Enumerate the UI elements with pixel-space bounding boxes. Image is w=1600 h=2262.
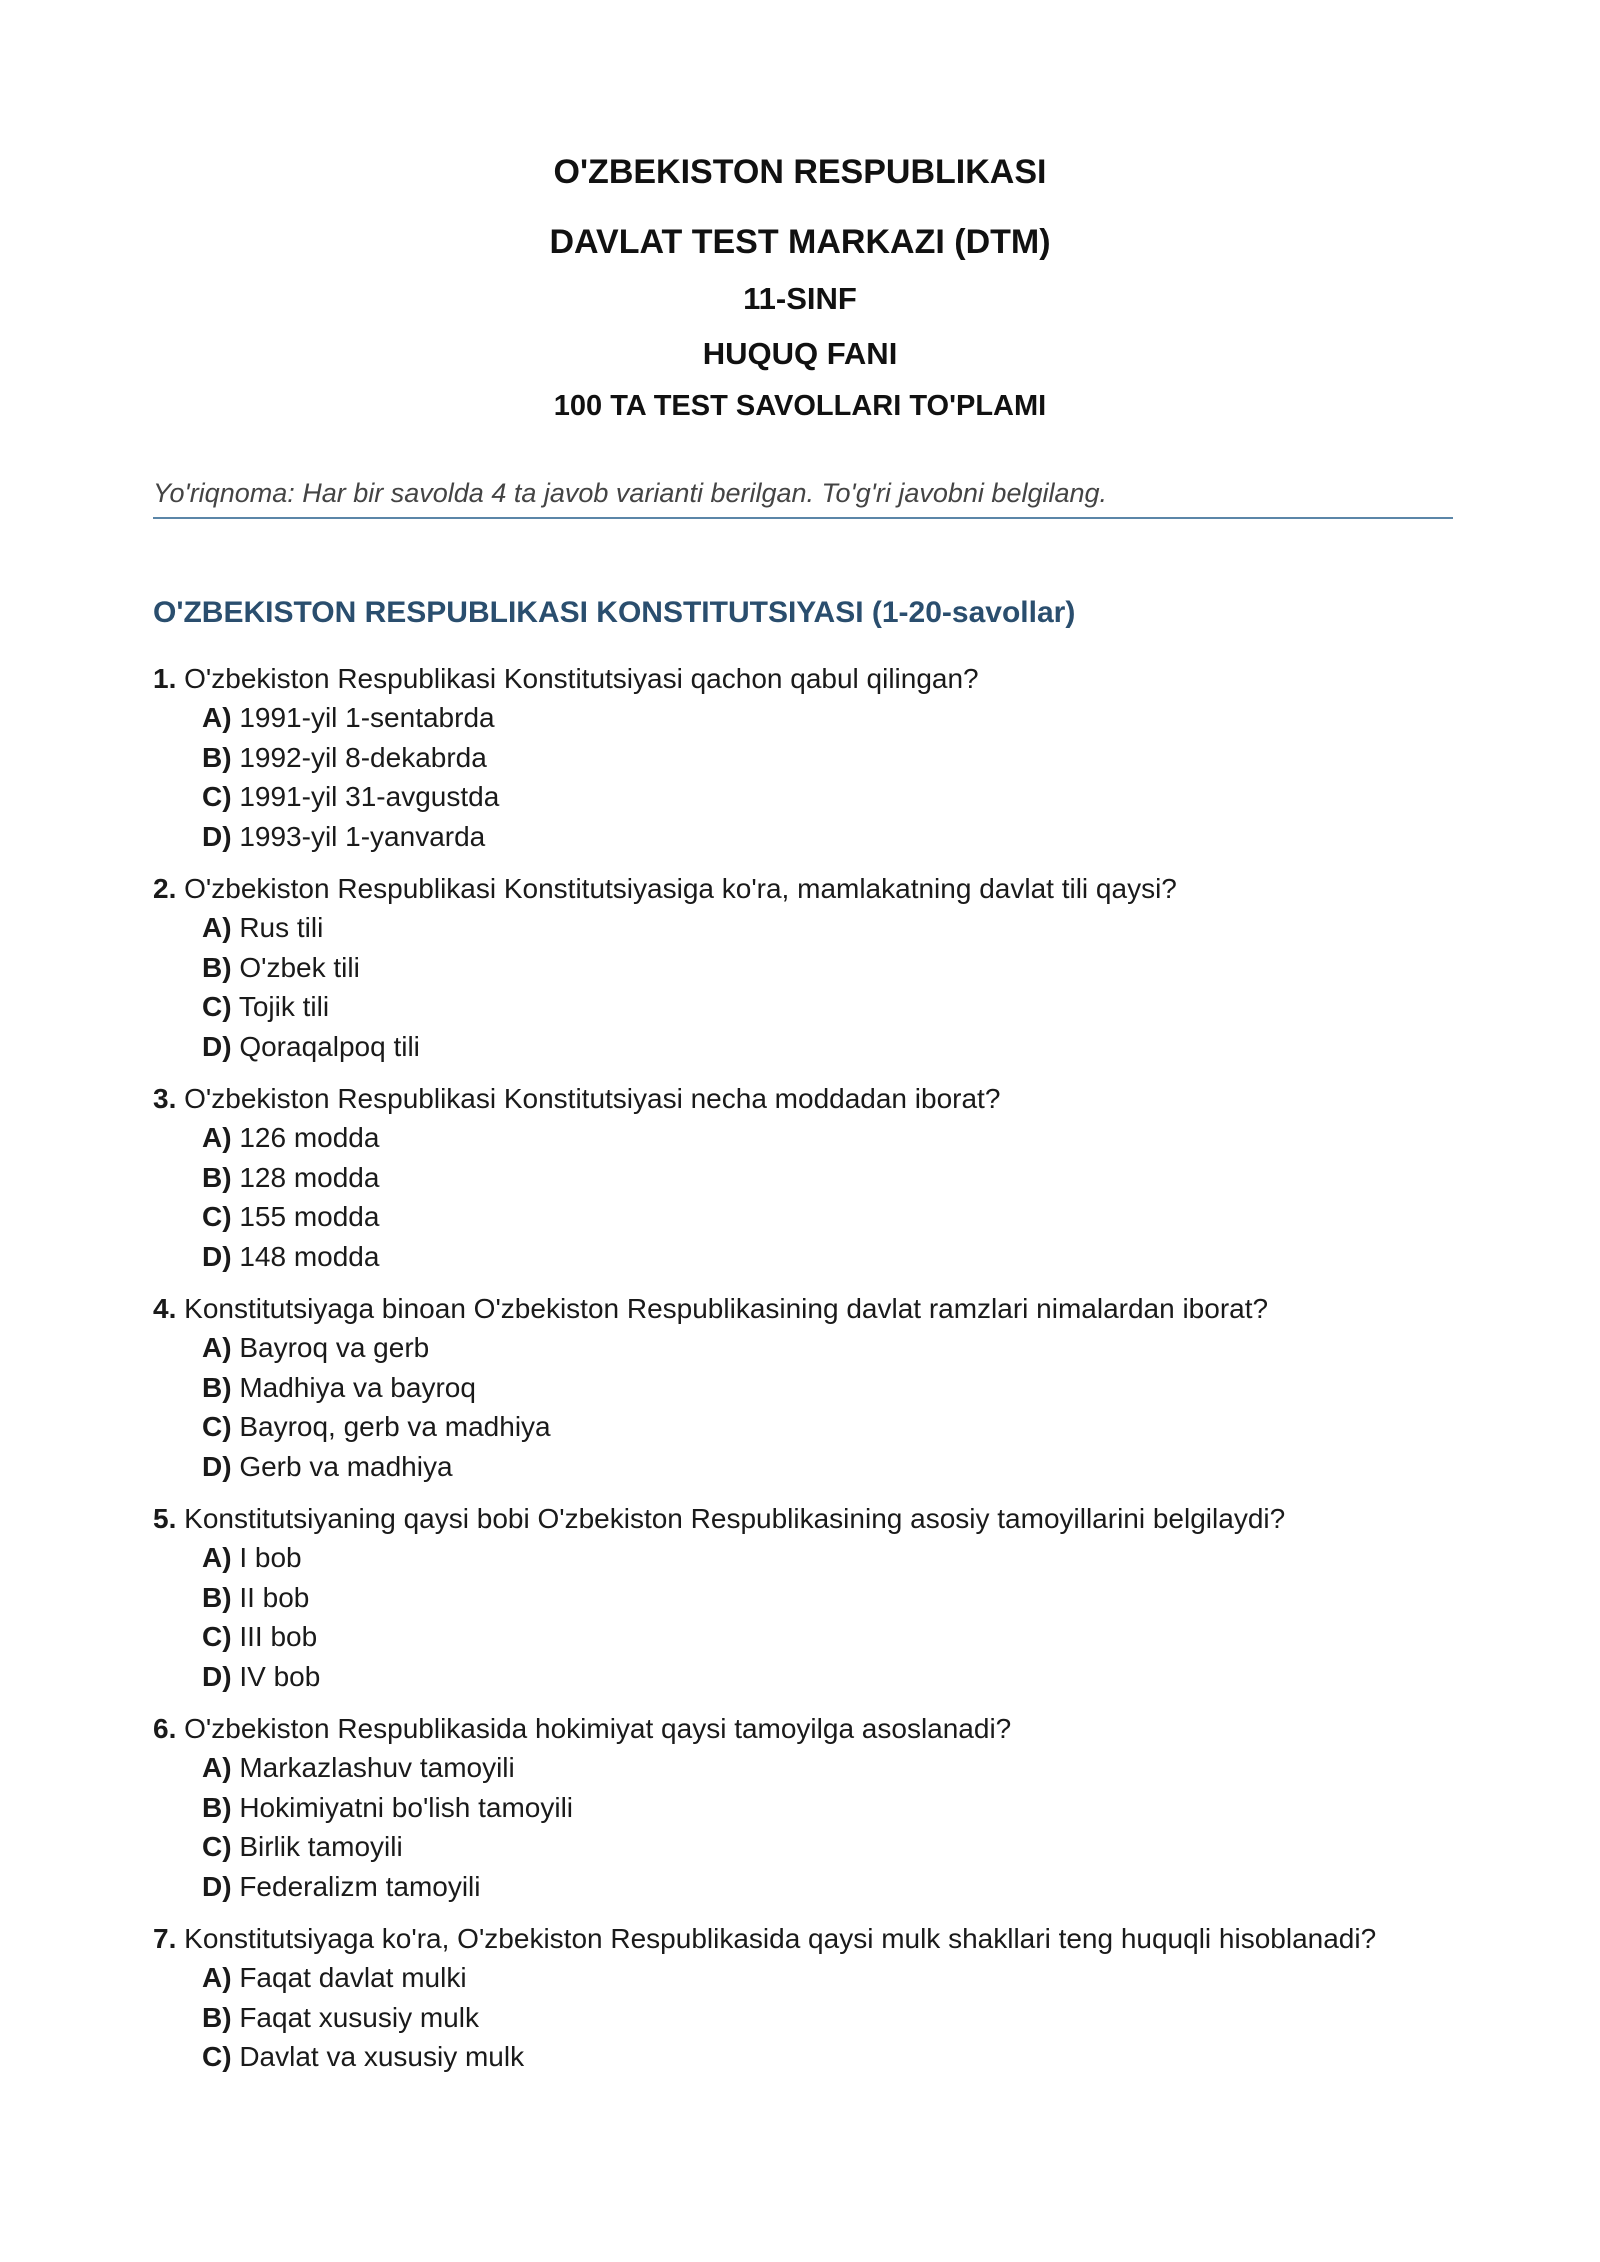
option-text: 1991-yil 31-avgustda	[239, 781, 500, 812]
option-text: O'zbek tili	[239, 951, 360, 983]
header-collection-title: 100 TA TEST SAVOLLARI TO'PLAMI	[553, 390, 1047, 422]
header-grade: 11-SINF	[743, 281, 857, 316]
answer-option[interactable]	[202, 1237, 1473, 1277]
question-text-line	[153, 1290, 1473, 1328]
question-text-line	[153, 870, 1473, 908]
answer-option[interactable]	[202, 908, 1473, 948]
option-letter: B)	[202, 2001, 232, 2033]
option-text: IV bob	[239, 1660, 321, 1692]
answer-option[interactable]	[202, 1657, 1473, 1697]
answer-option[interactable]	[202, 1158, 1473, 1198]
option-text: Bayroq, gerb va madhiya	[239, 1411, 551, 1442]
answer-option[interactable]	[202, 1998, 1473, 2038]
option-text: 126 modda	[239, 1122, 380, 1153]
option-list	[153, 1118, 1473, 1276]
question-text: O'zbekiston Respublikasi Konstitutsiyasiga ko'ra, mamlakatning davlat tili qaysi?	[184, 873, 1177, 904]
option-letter: D)	[202, 1030, 232, 1062]
header-organization: DAVLAT TEST MARKAZI (DTM)	[549, 223, 1051, 261]
option-letter: A)	[202, 1752, 232, 1783]
option-text: II bob	[239, 1581, 310, 1613]
option-text: Madhiya va bayroq	[239, 1371, 476, 1403]
option-letter: B)	[202, 1791, 232, 1823]
question-text: Konstitutsiyaga binoan O'zbekiston Respublikasining davlat ramzlari nimalardan iborat?	[184, 1293, 1269, 1324]
option-text: Bayroq va gerb	[239, 1332, 430, 1363]
answer-option[interactable]	[202, 1958, 1473, 1998]
option-text: Rus tili	[239, 912, 324, 943]
option-letter: C)	[202, 1411, 232, 1442]
answer-option[interactable]	[202, 1578, 1473, 1618]
option-text: 155 modda	[239, 1201, 380, 1232]
answer-option[interactable]	[202, 1027, 1473, 1067]
option-letter: A)	[202, 1542, 232, 1573]
question-item	[153, 1710, 1473, 1906]
answer-option[interactable]	[202, 1788, 1473, 1828]
answer-option[interactable]	[202, 698, 1473, 738]
option-text: 1991-yil 1-sentabrda	[239, 702, 495, 733]
option-letter: C)	[202, 781, 232, 812]
answer-option[interactable]	[202, 1538, 1473, 1578]
option-letter: A)	[202, 702, 232, 733]
answer-option[interactable]	[202, 2037, 1473, 2077]
question-text: Konstitutsiyaga ko'ra, O'zbekiston Respublikasida qaysi mulk shakllari teng huquqli hisoblanadi?	[184, 1923, 1377, 1954]
option-letter: B)	[202, 1371, 232, 1403]
answer-option[interactable]	[202, 1827, 1473, 1867]
question-text-line	[153, 1500, 1473, 1538]
option-letter: C)	[202, 1831, 232, 1862]
answer-option[interactable]	[202, 777, 1473, 817]
option-letter: B)	[202, 741, 232, 773]
option-letter: C)	[202, 1201, 232, 1232]
question-list	[153, 660, 1473, 2091]
question-number: 4.	[153, 1293, 177, 1324]
option-letter: A)	[202, 1332, 232, 1363]
section-title: O'ZBEKISTON RESPUBLIKASI KONSTITUTSIYASI (1-20-savollar)	[153, 596, 1076, 629]
option-text: Hokimiyatni bo'lish tamoyili	[239, 1791, 574, 1823]
question-text: O'zbekiston Respublikasi Konstitutsiyasi qachon qabul qilingan?	[184, 663, 979, 694]
option-text: Federalizm tamoyili	[239, 1870, 481, 1902]
option-text: 128 modda	[239, 1161, 380, 1193]
option-letter: D)	[202, 1240, 232, 1272]
option-letter: B)	[202, 1161, 232, 1193]
question-item	[153, 1500, 1473, 1696]
option-list	[153, 1538, 1473, 1696]
question-item	[153, 1290, 1473, 1486]
instruction-note: Yo'riqnoma: Har bir savolda 4 ta javob varianti berilgan. To'g'ri javobni belgilang.	[153, 478, 1453, 519]
question-text-line	[153, 1710, 1473, 1748]
answer-option[interactable]	[202, 1368, 1473, 1408]
question-number: 1.	[153, 663, 177, 694]
option-text: Gerb va madhiya	[239, 1450, 453, 1482]
option-text: Faqat davlat mulki	[239, 1962, 467, 1993]
question-item	[153, 870, 1473, 1066]
option-letter: C)	[202, 2041, 232, 2072]
option-letter: D)	[202, 1870, 232, 1902]
header-country: O'ZBEKISTON RESPUBLIKASI	[553, 153, 1047, 191]
option-letter: B)	[202, 951, 232, 983]
option-text: Faqat xususiy mulk	[239, 2001, 479, 2033]
answer-option[interactable]	[202, 1447, 1473, 1487]
question-item	[153, 1080, 1473, 1276]
option-letter: C)	[202, 1621, 232, 1652]
question-text-line	[153, 1920, 1473, 1958]
question-text: Konstitutsiyaning qaysi bobi O'zbekiston Respublikasining asosiy tamoyillarini belgilaydi?	[184, 1503, 1286, 1534]
option-text: Davlat va xususiy mulk	[239, 2041, 525, 2072]
answer-option[interactable]	[202, 1197, 1473, 1237]
option-list	[153, 908, 1473, 1066]
option-letter: B)	[202, 1581, 232, 1613]
question-number: 5.	[153, 1503, 177, 1534]
option-text: Markazlashuv tamoyili	[239, 1752, 515, 1783]
answer-option[interactable]	[202, 948, 1473, 988]
option-text: Tojik tili	[238, 991, 330, 1022]
option-list	[153, 1958, 1473, 2077]
option-text: III bob	[239, 1621, 318, 1652]
option-text: 1992-yil 8-dekabrda	[239, 741, 487, 773]
option-list	[153, 1748, 1473, 1906]
answer-option[interactable]	[202, 1118, 1473, 1158]
question-text-line	[153, 1080, 1473, 1118]
question-number: 6.	[153, 1713, 177, 1744]
option-letter: C)	[202, 991, 232, 1022]
option-letter: D)	[202, 820, 232, 852]
answer-option[interactable]	[202, 1617, 1473, 1657]
answer-option[interactable]	[202, 738, 1473, 778]
question-number: 2.	[153, 873, 177, 904]
option-list	[153, 1328, 1473, 1486]
option-letter: D)	[202, 1660, 232, 1692]
header-subject: HUQUQ FANI	[702, 336, 898, 371]
option-text: I bob	[239, 1542, 302, 1573]
question-item	[153, 660, 1473, 856]
option-text: 148 modda	[239, 1240, 380, 1272]
answer-option[interactable]	[202, 1867, 1473, 1907]
answer-option[interactable]	[202, 817, 1473, 857]
option-letter: A)	[202, 1122, 232, 1153]
answer-option[interactable]	[202, 1748, 1473, 1788]
question-text: O'zbekiston Respublikasi Konstitutsiyasi necha moddadan iborat?	[184, 1083, 1001, 1114]
question-text-line	[153, 660, 1473, 698]
question-number: 3.	[153, 1083, 177, 1114]
option-letter: A)	[202, 912, 232, 943]
option-letter: A)	[202, 1962, 232, 1993]
option-text: Birlik tamoyili	[239, 1831, 403, 1862]
question-number: 7.	[153, 1923, 177, 1954]
question-item	[153, 1920, 1473, 2077]
option-list	[153, 698, 1473, 856]
answer-option[interactable]	[202, 1328, 1473, 1368]
option-text: Qoraqalpoq tili	[239, 1030, 420, 1062]
question-text: O'zbekiston Respublikasida hokimiyat qaysi tamoyilga asoslanadi?	[184, 1713, 1012, 1744]
answer-option[interactable]	[202, 1407, 1473, 1447]
option-text: 1993-yil 1-yanvarda	[239, 820, 486, 852]
answer-option[interactable]	[202, 987, 1473, 1027]
option-letter: D)	[202, 1450, 232, 1482]
